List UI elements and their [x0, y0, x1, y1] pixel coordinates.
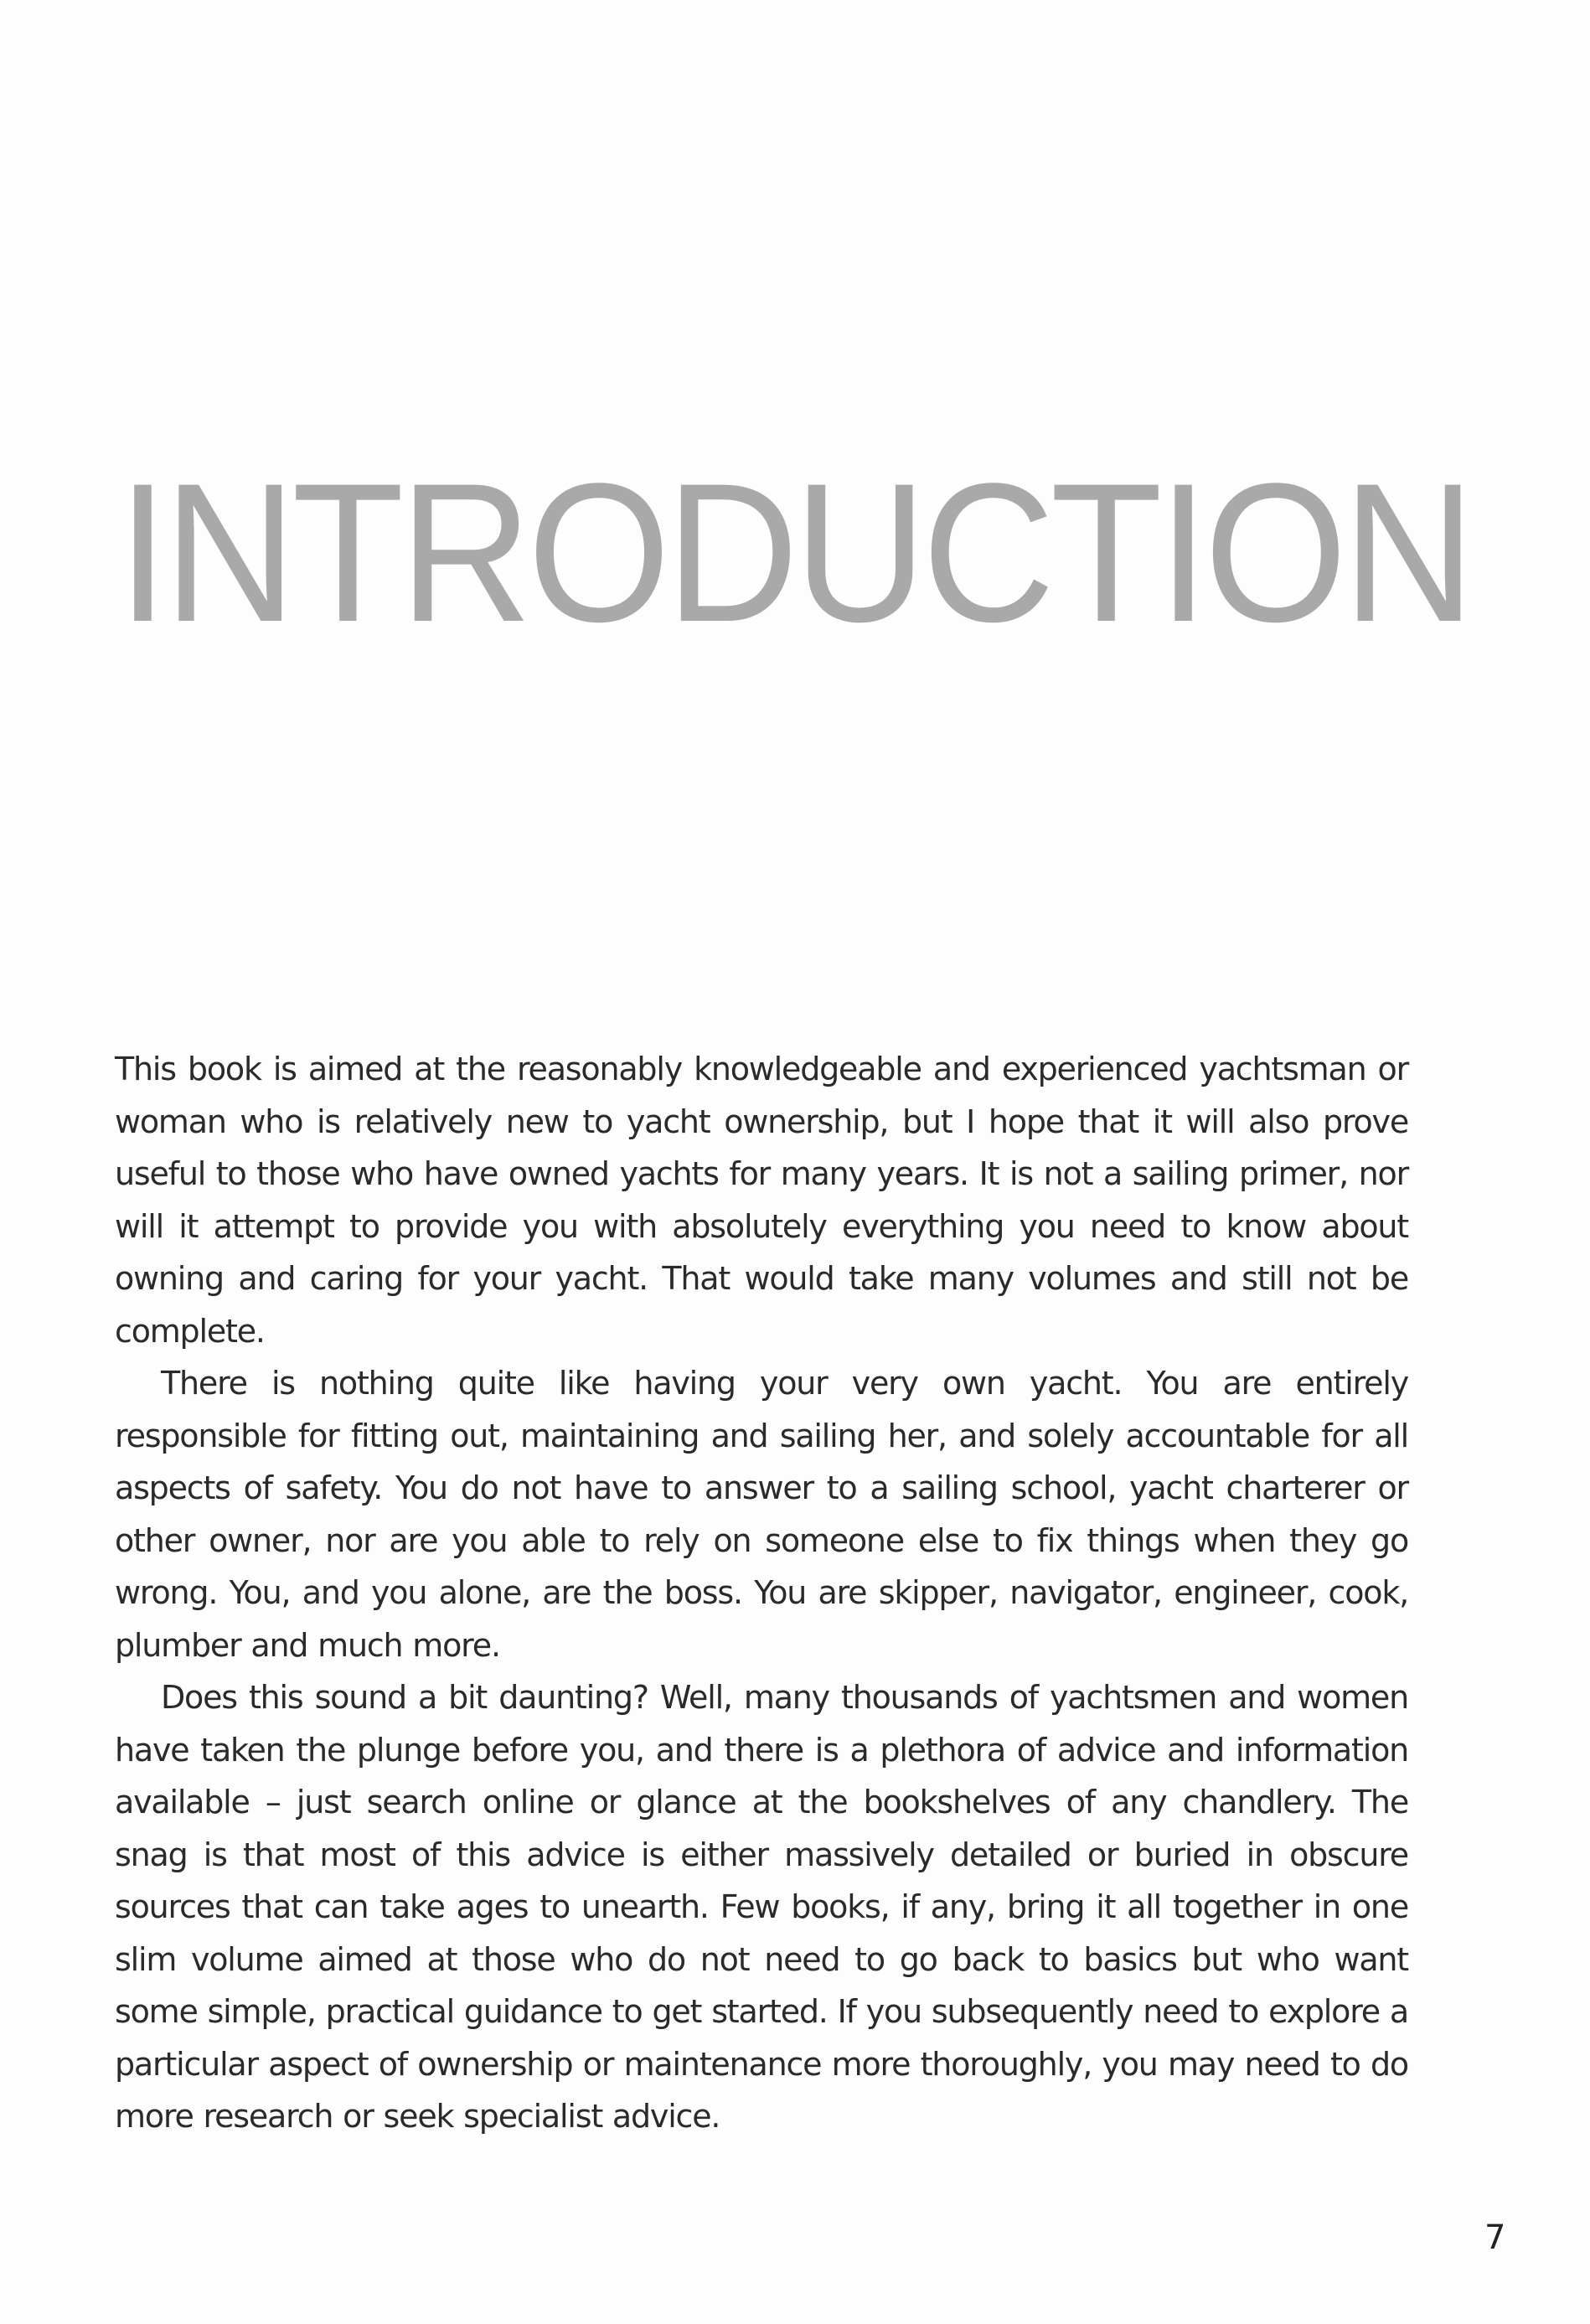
- body-text: [115, 1043, 1408, 2143]
- paragraph-3: Does this sound a bit daunting? Well, many thousands of yachtsmen and women have taken the plunge before you, and there is a plethora of advice and information available – just search online or glance at the bookshelves of any chandlery. The snag is that most of this advice is either massively detailed or buried in obscure sources that can take ages to unearth. Few books, if any, bring it all together in one slim volume aimed at those who do not need to go back to basics but who want some simple, practical guidance to get started. If you subsequently need to explore a particular aspect of ownership or maintenance more thoroughly, you may need to do more research or seek specialist advice.: [115, 1679, 1408, 2135]
- page-number: 7: [1484, 2218, 1506, 2257]
- chapter-title: INTRODUCTION: [117, 442, 1471, 664]
- paragraph-1: This book is aimed at the reasonably knowledgeable and experienced yachtsman or woman who is relatively new to yacht ownership, but I hope that it will also prove useful to those who have owned yachts for many years. It is not a sailing primer, nor will it attempt to provide you with absolutely everything you need to know about owning and caring for your yacht. That would take many volumes and still not be complete.: [115, 1051, 1408, 1350]
- paragraph-2: There is nothing quite like having your very own yacht. You are entirely responsible for fitting out, maintaining and sailing her, and solely accountable for all aspects of safety. You do not have to answer to a sailing school, yacht charterer or other owner, nor are you able to rely on someone else to fix things when they go wrong. You, and you alone, are the boss. You are skipper, navigator, engineer, cook, plumber and much more.: [115, 1365, 1408, 1664]
